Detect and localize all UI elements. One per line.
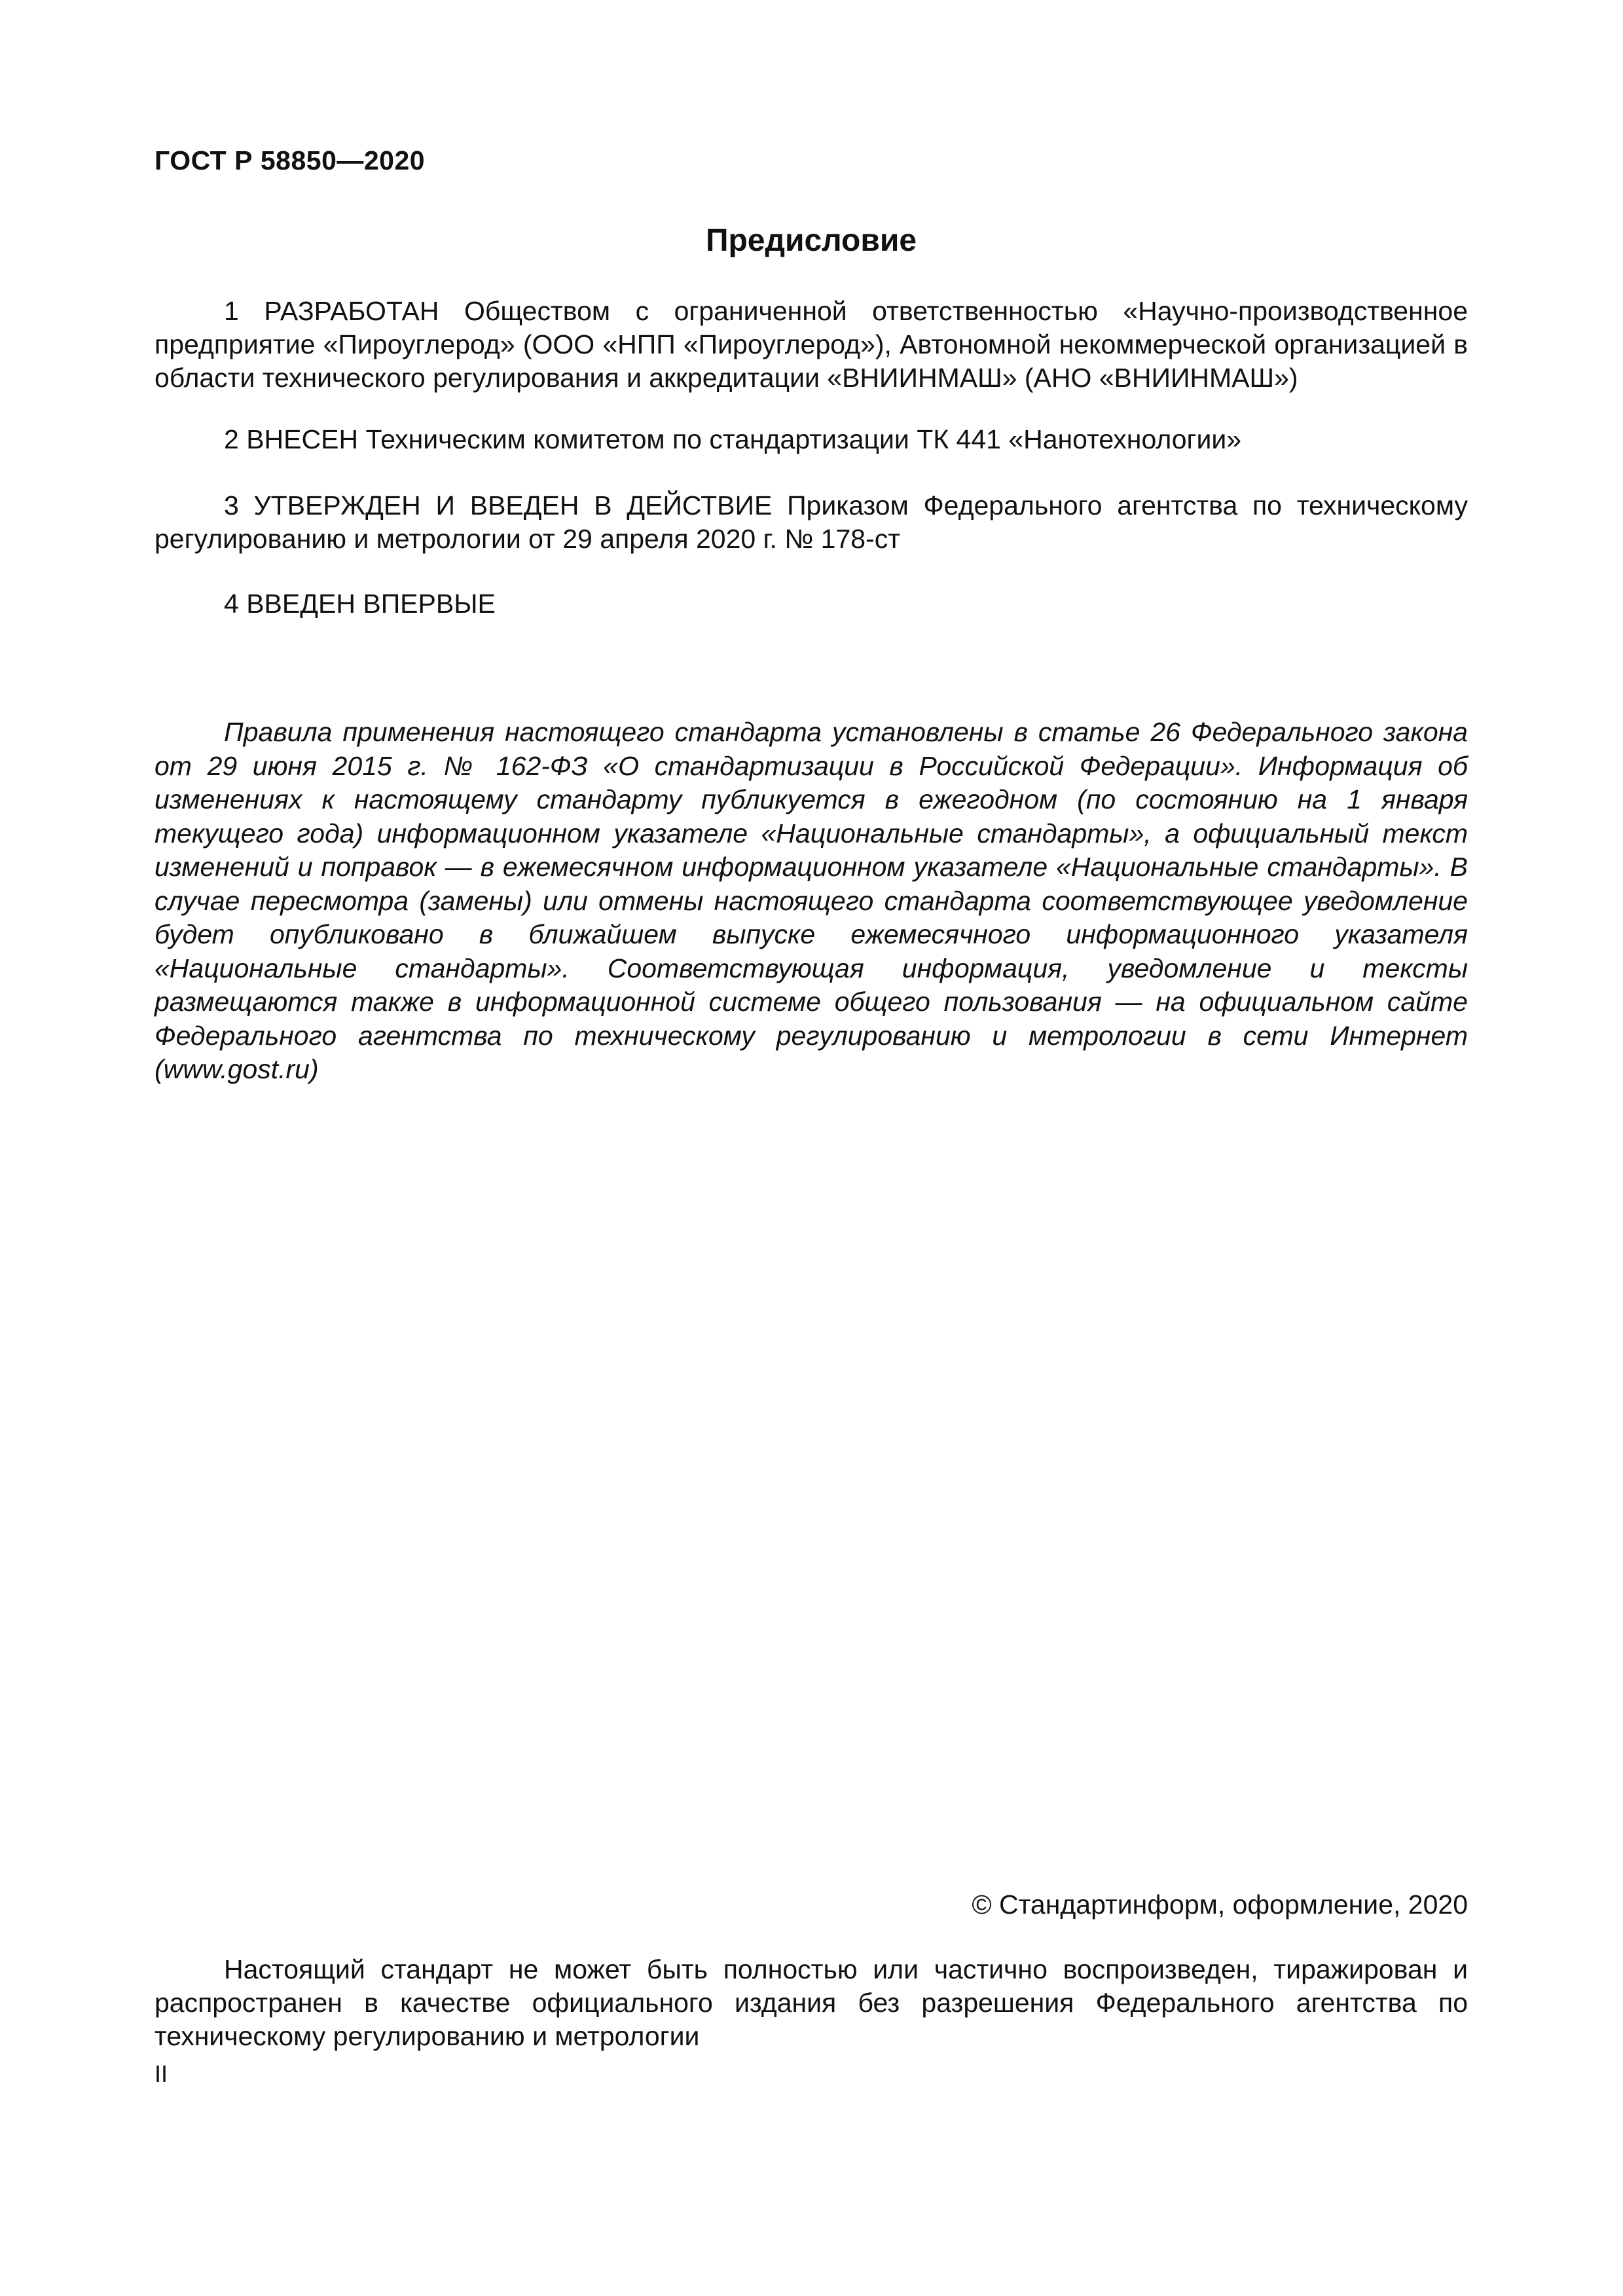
section-title: Предисловие: [705, 223, 917, 258]
page-number: II: [155, 2060, 168, 2087]
foreword-item-approved: 3 УТВЕРЖДЕН И ВВЕДЕН В ДЕЙСТВИЕ Приказом Федерального агентства по техническому регулированию и метрологии от 29 апреля 2020 г. № 178-ст: [155, 490, 1468, 554]
document-code: ГОСТ Р 58850—2020: [155, 145, 426, 175]
copyright-line: © Стандартинформ, оформление, 2020: [972, 1889, 1468, 1920]
foreword-item-first-introduced: 4 ВВЕДЕН ВПЕРВЫЕ: [224, 589, 496, 619]
foreword-item-introduced: 2 ВНЕСЕН Техническим комитетом по стандартизации ТК 441 «Нанотехнологии»: [224, 424, 1242, 454]
reproduction-notice: Настоящий стандарт не может быть полностью или частично воспроизведен, тиражирован и распространен в качестве официального издания без разрешения Федерального агентства по техническому регулированию и метрологии: [155, 1954, 1468, 2051]
foreword-item-developed: 1 РАЗРАБОТАН Обществом с ограниченной ответственностью «Научно-производственное предприятие «Пироуглерод» (ООО «НПП «Пироуглерод»), Автономной некоммерческой организацией в области технического регулирования и аккредитации «ВНИИНМАШ» (АНО «ВНИИНМАШ»): [155, 296, 1468, 393]
application-rules-notice: Правила применения настоящего стандарта установлены в статье 26 Федерального закона от 29 июня 2015 г. № 162-ФЗ «О стандартизации в Российской Федерации». Информация об изменениях к настоящему стандарту публикуется в ежегодном (по состоянию на 1 января текущего года) информационном указателе «Национальные стандарты», а официальный текст изменений и поправок — в ежемесячном информационном указателе «Национальные стандарты». В случае пересмотра (замены) или отмены настоящего стандарта соответствующее уведомление будет опубликовано в ближайшем выпуске ежемесячного информационного указателя «Национальные стандарты». Соответствующая информация, уведомление и тексты размещаются также в информационной системе общего пользования — на официальном сайте Федерального агентства по техническому регулированию и метрологии в сети Интернет (www.gost.ru): [155, 717, 1468, 1084]
